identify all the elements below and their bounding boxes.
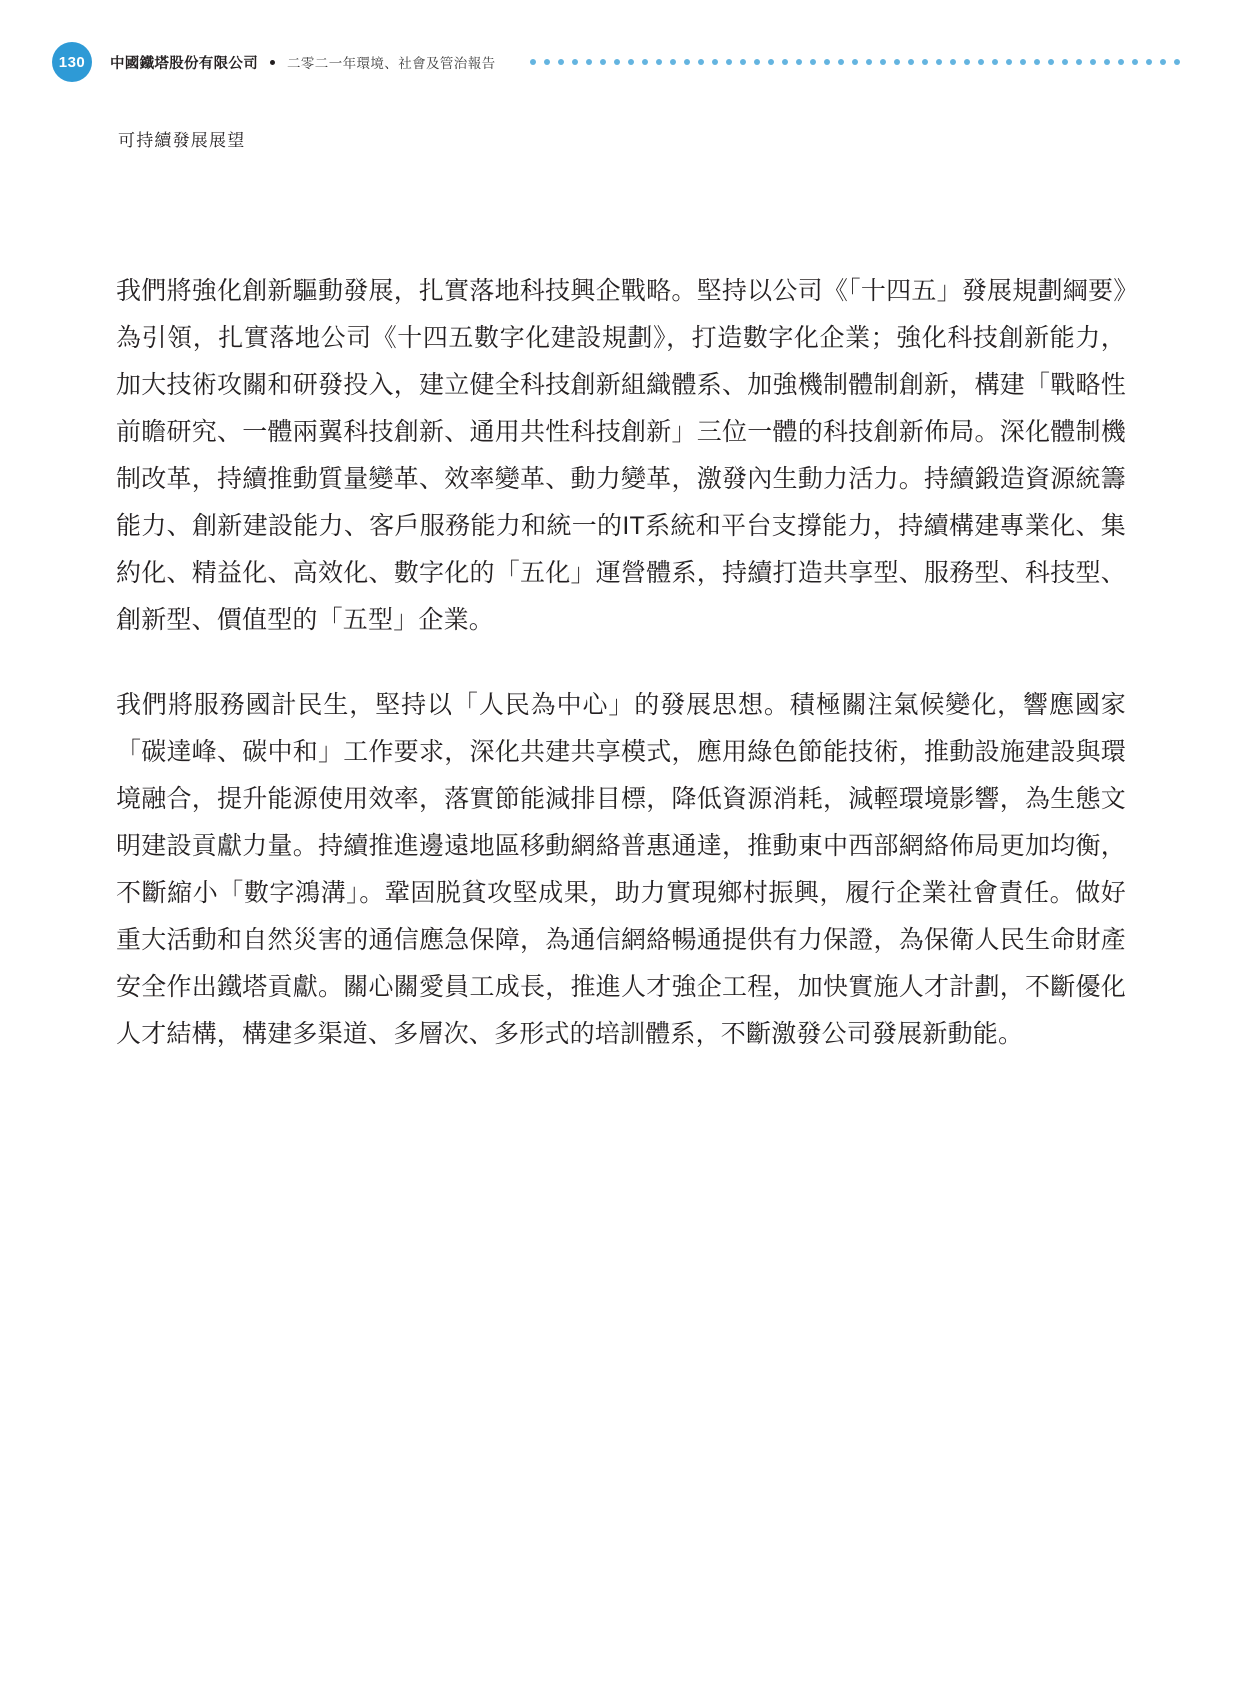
header-rule-dot-icon bbox=[712, 59, 718, 65]
page-header bbox=[52, 42, 1200, 82]
header-rule-dot-icon bbox=[796, 59, 802, 65]
header-rule-dot-icon bbox=[1048, 59, 1054, 65]
header-rule-dot-icon bbox=[824, 59, 830, 65]
header-rule-dot-icon bbox=[1104, 59, 1110, 65]
header-rule-dot-icon bbox=[754, 59, 760, 65]
body-content bbox=[116, 268, 1126, 1058]
header-rule-dot-icon bbox=[936, 59, 942, 65]
header-rule-dot-icon bbox=[852, 59, 858, 65]
header-rule-dot-icon bbox=[1076, 59, 1082, 65]
header-rule-dot-icon bbox=[894, 59, 900, 65]
section-title: 可持續發展展望 bbox=[118, 131, 246, 150]
header-separator-dot-icon bbox=[270, 60, 275, 65]
header-rule-dot-icon bbox=[992, 59, 998, 65]
header-rule-dot-icon bbox=[1090, 59, 1096, 65]
header-rule-dot-icon bbox=[782, 59, 788, 65]
header-rule-dot-icon bbox=[544, 59, 550, 65]
header-rule-dot-icon bbox=[768, 59, 774, 65]
header-rule-dot-icon bbox=[838, 59, 844, 65]
header-rule-dot-icon bbox=[600, 59, 606, 65]
header-rule-dot-icon bbox=[1034, 59, 1040, 65]
header-dotted-rule bbox=[530, 57, 1201, 67]
header-rule-dot-icon bbox=[1006, 59, 1012, 65]
header-rule-dot-icon bbox=[978, 59, 984, 65]
header-rule-dot-icon bbox=[866, 59, 872, 65]
header-rule-dot-icon bbox=[810, 59, 816, 65]
header-rule-dot-icon bbox=[1062, 59, 1068, 65]
header-rule-dot-icon bbox=[1160, 59, 1166, 65]
header-rule-dot-icon bbox=[740, 59, 746, 65]
header-rule-dot-icon bbox=[1146, 59, 1152, 65]
header-rule-dot-icon bbox=[726, 59, 732, 65]
header-rule-dot-icon bbox=[656, 59, 662, 65]
header-company-name: 中國鐵塔股份有限公司 bbox=[110, 55, 258, 72]
header-rule-dot-icon bbox=[684, 59, 690, 65]
header-rule-dot-icon bbox=[1174, 59, 1180, 65]
body-paragraph: 我們將強化創新驅動發展，扎實落地科技興企戰略。堅持以公司《「十四五」發展規劃綱要》為引領，扎實落地公司《十四五數字化建設規劃》，打造數字化企業；強化科技創新能力，加大技術攻關和研發投入，建立健全科技創新組織體系、加強機制體制創新，構建「戰略性前瞻研究、一體兩翼科技創新、通用共性科技創新」三位一體的科技創新佈局。深化體制機制改革，持續推動質量變革、效率變革、動力變革，激發內生動力活力。持續鍛造資源統籌能力、創新建設能力、客戶服務能力和統一的IT系統和平台支撐能力，持續構建專業化、集約化、精益化、高效化、數字化的「五化」運營體系，持續打造共享型、服務型、科技型、創新型、價值型的「五型」企業。 bbox=[116, 277, 1126, 634]
header-rule-dot-icon bbox=[586, 59, 592, 65]
page-number-badge: 130 bbox=[52, 42, 92, 82]
header-rule-dot-icon bbox=[530, 59, 536, 65]
header-rule-dot-icon bbox=[1132, 59, 1138, 65]
header-rule-dot-icon bbox=[614, 59, 620, 65]
header-rule-dot-icon bbox=[908, 59, 914, 65]
header-rule-dot-icon bbox=[642, 59, 648, 65]
header-rule-dot-icon bbox=[922, 59, 928, 65]
header-rule-dot-icon bbox=[880, 59, 886, 65]
header-rule-dot-icon bbox=[572, 59, 578, 65]
header-rule-dot-icon bbox=[670, 59, 676, 65]
header-rule-dot-icon bbox=[558, 59, 564, 65]
header-report-title: 二零二一年環境、社會及管治報告 bbox=[287, 56, 496, 71]
header-rule-dot-icon bbox=[964, 59, 970, 65]
header-rule-dot-icon bbox=[1118, 59, 1124, 65]
header-rule-dot-icon bbox=[950, 59, 956, 65]
header-rule-dot-icon bbox=[698, 59, 704, 65]
body-paragraph: 我們將服務國計民生，堅持以「人民為中心」的發展思想。積極關注氣候變化，響應國家「碳達峰、碳中和」工作要求，深化共建共享模式，應用綠色節能技術，推動設施建設與環境融合，提升能源使用效率，落實節能減排目標，降低資源消耗，減輕環境影響，為生態文明建設貢獻力量。持續推進邊遠地區移動網絡普惠通達，推動東中西部網絡佈局更加均衡，不斷縮小「數字鴻溝」。鞏固脱貧攻堅成果，助力實現鄉村振興，履行企業社會責任。做好重大活動和自然災害的通信應急保障，為通信網絡暢通提供有力保證，為保衛人民生命財產安全作出鐵塔貢獻。關心關愛員工成長，推進人才強企工程，加快實施人才計劃，不斷優化人才結構，構建多渠道、多層次、多形式的培訓體系，不斷激發公司發展新動能。 bbox=[116, 691, 1126, 1048]
header-rule-dot-icon bbox=[628, 59, 634, 65]
header-rule-dot-icon bbox=[1020, 59, 1026, 65]
